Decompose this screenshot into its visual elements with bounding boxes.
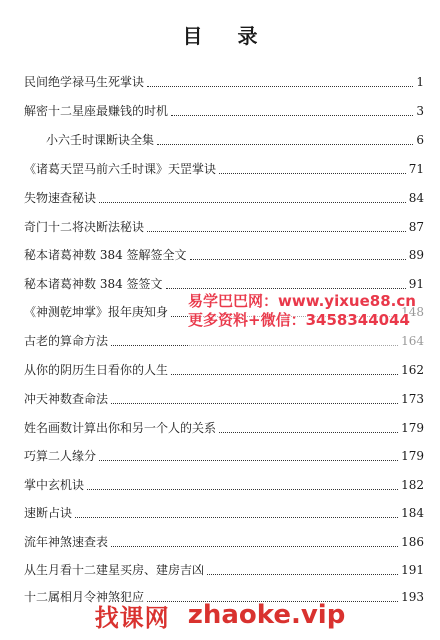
toc-entry-title: 从生月看十二建星买房、建房吉凶 [24, 563, 205, 577]
toc-entry-page: 184 [401, 506, 424, 520]
footer-watermark-url: zhaoke.vip [187, 600, 346, 630]
toc-entry-page: 173 [401, 392, 424, 406]
toc-entry-title: 秘本诸葛神数 384 签解签全文 [24, 248, 187, 262]
toc-entry-page: 191 [401, 563, 424, 577]
toc-entry[interactable] [24, 70, 424, 90]
toc-entry[interactable] [24, 243, 424, 263]
toc-entry[interactable] [24, 530, 424, 550]
dot-leader [219, 173, 406, 174]
toc-entry-title: 解密十二星座最赚钱的时机 [24, 104, 169, 118]
dot-leader [147, 86, 413, 87]
toc-entry-title: 巧算二人缘分 [24, 449, 97, 463]
toc-entry-page: 84 [408, 191, 424, 205]
dot-leader [75, 517, 398, 518]
toc-entry-title: 奇门十二将决断法秘诀 [24, 220, 145, 234]
dot-leader [147, 231, 406, 232]
toc-entry-title: 速断占诀 [24, 506, 73, 520]
toc-entry-page: 182 [401, 478, 424, 492]
toc-entry-title: 《诸葛天罡马前六壬时课》天罡掌诀 [24, 162, 217, 176]
toc-entry[interactable] [24, 99, 424, 119]
toc-entry-page: 3 [416, 104, 424, 118]
dot-leader [171, 115, 413, 116]
toc-entry-title: 秘本诸葛神数 384 签签文 [24, 277, 163, 291]
dot-leader [166, 288, 406, 289]
toc-entry-title: 十二属相月令神煞犯应 [24, 590, 145, 604]
toc-entry-page: 89 [408, 248, 424, 262]
toc-entry[interactable] [24, 444, 424, 464]
page-title: 目 录 [182, 24, 272, 48]
toc-entry[interactable] [24, 157, 424, 177]
toc-entry-title: 失物速查秘诀 [24, 191, 97, 205]
toc-entry-page: 193 [401, 590, 424, 604]
dot-leader [207, 574, 398, 575]
toc-entry-page: 179 [401, 449, 424, 463]
toc-entry-title: 从你的阴历生日看你的人生 [24, 363, 169, 377]
dot-leader [99, 202, 406, 203]
toc-entry-page: 162 [401, 363, 424, 377]
toc-entry-title: 古老的算命方法 [24, 334, 109, 348]
toc-entry[interactable] [24, 387, 424, 407]
dot-leader [111, 403, 398, 404]
toc-entry-page: 179 [401, 421, 424, 435]
footer-watermark [0, 598, 440, 632]
toc-entry[interactable] [24, 272, 424, 292]
toc-entry-title: 小六壬时课断诀全集 [46, 133, 155, 147]
footer-watermark-cn: 找课网 [94, 603, 170, 632]
toc-entry[interactable] [24, 501, 424, 521]
watermark-contact-line: 更多资料+微信：3458344044 [188, 311, 410, 329]
dot-leader [87, 489, 398, 490]
toc-entry[interactable] [24, 416, 424, 436]
dot-leader [157, 144, 413, 145]
toc-entry[interactable] [24, 358, 424, 378]
dot-leader [190, 259, 406, 260]
dot-leader [171, 374, 398, 375]
toc-entry-page: 186 [401, 535, 424, 549]
toc-entry-page: 87 [408, 220, 424, 234]
toc-entry[interactable] [24, 215, 424, 235]
toc-entry[interactable] [24, 558, 424, 578]
toc-entry-title: 民间绝学禄马生死掌诀 [24, 75, 145, 89]
toc-entry-page: 1 [416, 75, 424, 89]
dot-leader [111, 546, 398, 547]
toc-entry-title: 姓名画数计算出你和另一个人的关系 [24, 421, 217, 435]
toc-entry[interactable] [24, 473, 424, 493]
toc-entry-title: 掌中玄机诀 [24, 478, 85, 492]
dot-leader [219, 432, 398, 433]
toc-entry-page: 91 [408, 277, 424, 291]
toc-entry-page: 6 [416, 133, 424, 147]
toc-entry-title: 流年神煞速查表 [24, 535, 109, 549]
watermark-site-line: 易学巴巴网：www.yixue88.cn [188, 292, 416, 310]
toc-entry-page: 71 [408, 162, 424, 176]
toc-entry-title: 《神测乾坤掌》报年庚知身 [24, 305, 169, 319]
toc-entry[interactable] [46, 128, 424, 148]
toc-entry[interactable] [24, 186, 424, 206]
dot-leader [99, 460, 398, 461]
site-watermark [188, 292, 428, 346]
toc-entry-title: 冲天神数查命法 [24, 392, 109, 406]
